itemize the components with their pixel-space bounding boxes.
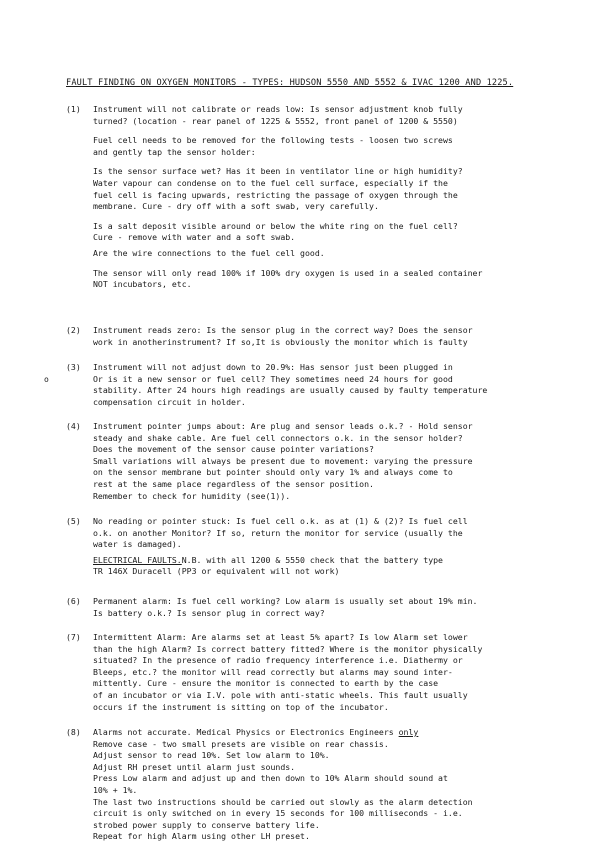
text-line: water is damaged). [93,539,182,550]
text-line: o.k. on another Monitor? If so, return the monitor for service (usually the [93,527,463,538]
electrical-faults-note: N.B. with all 1200 & 5550 check that the battery type [181,554,443,565]
text-line: steady and shake cable. Are fuel cell connectors o.k. in the sensor holder? [93,432,463,443]
section-number: (4) [66,421,81,431]
electrical-faults-line [93,555,586,567]
text-line: TR 146X Duracell (PP3 or equivalent will not work) [93,566,340,577]
text-line: Adjust sensor to read 10%. Set low alarm to 10%. [93,750,330,761]
section-4 [66,421,586,502]
text-line: The last two instructions should be carried out slowly as the alarm detection [93,796,473,807]
text-line: Instrument reads zero: Is the sensor plug in the correct way? Does the sensor [93,325,473,335]
text-line: Does the movement of the sensor cause pointer variations? [93,444,374,455]
section-1 [66,104,586,291]
text-line: circuit is only switched on in every 15 seconds for 100 milliseconds - i.e. [93,808,463,819]
margin-mark: o [44,375,49,384]
text-line: Press Low alarm and adjust up and then down to 10% Alarm should sound at [93,773,448,784]
text-line: Repeat for high Alarm using other LH preset. [93,831,310,842]
section-number: (6) [66,596,81,606]
text-line: Remove case - two small presets are visible on rear chassis. [93,738,389,749]
text-line: fuel cell is facing upwards, restricting the passage of oxygen through the [93,189,458,200]
text-line: Instrument will not calibrate or reads low: Is sensor adjustment knob fully [93,104,463,114]
section-number: (5) [66,516,81,526]
text-line: Water vapour can condense on to the fuel cell surface, especially if the [93,177,448,188]
text-line: Small variations will always be present due to movement: varying the pressure [93,455,473,466]
text-line: on the sensor membrane but pointer should only vary 1% and always come to [93,467,453,478]
text-line: occurs if the instrument is sitting on top of the incubator. [93,701,389,712]
only-emphasis: only [398,727,419,737]
section-number: (2) [66,325,81,335]
text-line: membrane. Cure - dry off with a soft swab, very carefully. [93,201,379,212]
section-6 [66,596,586,619]
section-5 [66,516,586,578]
text-line: Instrument will not adjust down to 20.9%: Has sensor just been plugged in [93,362,453,372]
text-line: turned? (location - rear panel of 1225 & 5552, front panel of 1200 & 5550) [93,115,458,126]
text-line: and gently tap the sensor holder: [93,146,256,157]
section-number: (8) [66,727,81,737]
section-2 [66,325,586,348]
text-line: Remember to check for humidity (see(1)). [93,490,291,501]
electrical-faults-heading: ELECTRICAL FAULTS. [93,554,182,565]
text-line: Is the sensor surface wet? Has it been in ventilator line or high humidity? [93,166,463,177]
text-line: Bleeps, etc.? the monitor will read correctly but alarms may sound inter- [93,666,453,677]
text-line: stability. After 24 hours high readings are usually caused by faulty temperature [93,385,488,396]
text-line: NOT incubators, etc. [93,279,192,290]
section-7 [66,632,586,713]
text-line: Is a salt deposit visible around or below the white ring on the fuel cell? [93,220,458,231]
text-line: The sensor will only read 100% if 100% dry oxygen is used in a sealed container [93,267,483,278]
text-line: Adjust RH preset until alarm just sounds. [93,761,296,772]
alarms-heading: Alarms not accurate. Medical Physics or Electronics Engineers [93,727,399,737]
text-line: situated? In the presence of radio frequency interference i.e. Diathermy or [93,655,463,666]
section-number: (1) [66,104,81,114]
text-line: Intermittent Alarm: Are alarms set at least 5% apart? Is low Alarm set lower [93,632,468,642]
text-line: 10% + 1%. [93,784,138,795]
text-line: Fuel cell needs to be removed for the following tests - loosen two screws [93,135,453,146]
text-line: Cure - remove with water and a soft swab. [93,232,296,243]
section-3 [44,362,586,408]
text-line: of an incubator or via I.V. pole with anti-static wheels. This fault usually [93,689,468,700]
text-line: mittently. Cure - ensure the monitor is connected to earth by the case [93,678,439,689]
text-line: compensation circuit in holder. [93,396,246,407]
page-title: FAULT FINDING ON OXYGEN MONITORS - TYPES: HUDSON 5550 AND 5552 & IVAC 1200 AND 1225. [66,78,514,88]
text-line: rest at the same place regardless of the sensor position. [93,478,374,489]
section-number: (7) [66,632,81,642]
section-8 [66,727,586,843]
text-line: than the high Alarm? Is correct battery fitted? Where is the monitor physically [93,643,483,654]
text-line: strobed power supply to conserve battery life. [93,819,320,830]
text-line: Is battery o.k.? Is sensor plug in correct way? [93,607,325,618]
text-line: Are the wire connections to the fuel cell good. [93,247,325,258]
text-line: Or is it a new sensor or fuel cell? They sometimes need 24 hours for good [93,373,453,384]
text-line: work in anotherinstrument? If so,It is obviously the monitor which is faulty [93,336,468,347]
text-line: Permanent alarm: Is fuel cell working? Low alarm is usually set about 19% min. [93,596,478,606]
text-line [93,727,586,739]
text-line: Instrument pointer jumps about: Are plug and sensor leads o.k.? - Hold sensor [93,421,473,431]
text-line: No reading or pointer stuck: Is fuel cell o.k. as at (1) & (2)? Is fuel cell [93,516,468,526]
section-number: (3) [66,362,81,372]
